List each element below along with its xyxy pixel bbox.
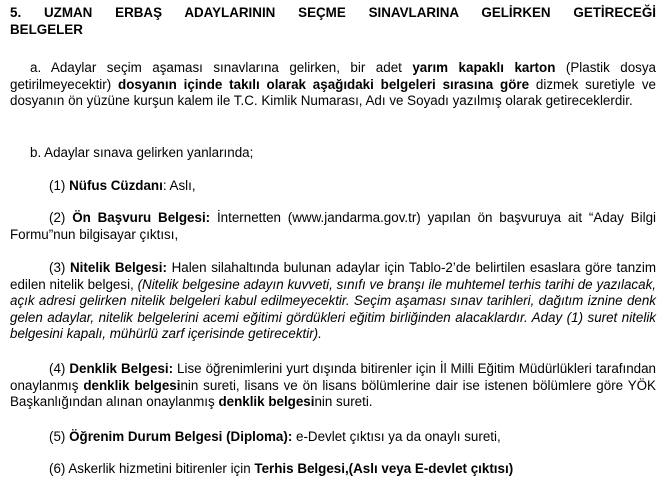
item-2-text: İnternetten (www.jandarma.gov.tr) yapılan ön başvuruya ait “Aday Bilgi Formu”nun bilgisayar çıktısı, <box>10 210 656 242</box>
item-5-text: e-Devlet çıktısı ya da onaylı sureti, <box>292 429 501 444</box>
item-4-bold-2: denklik belgesi <box>218 394 315 409</box>
item-4-title: Denklik Belgesi: <box>69 361 174 376</box>
item-3-number: (3) <box>49 260 71 275</box>
item-4-text-3: nin sureti. <box>314 394 373 409</box>
item-1-text: : Aslı, <box>162 178 196 193</box>
item-3-title: Nitelik Belgesi: <box>70 260 167 275</box>
paragraph-b <box>10 145 656 162</box>
para-a-text-2: (Plastik dosya getirilmeyecektir) <box>10 60 656 92</box>
item-4-text-2: nin sureti, lisans ve ön lisans bölümlerine dair ise istenen bölümlere göre YÖK Başkanlığından alınan onaylanmış <box>10 377 656 409</box>
item-2-number: (2) <box>49 210 73 225</box>
item-4-text-1: Lise öğrenimlerini yurt dışında bitirenler için İl Milli Eğitim Müdürlükleri tarafından onaylanmış <box>10 361 656 393</box>
list-item-1 <box>10 178 656 195</box>
list-item-2 <box>10 210 656 243</box>
item-3-italic-note: (Nitelik belgesine adayın kuvveti, sınıfı ve branşı ile muhtemel terhis tarihi de yazılacak, açık adresi gelirken nitelik belgeleri kabul edilmeyecektir. Seçim aşaması sınav tarihleri, dağıtım iznine denk gelen adaylar, nitelik belgelerini acemi eğitimi gördükleri eğitim birliğinden alacaklardır. Aday (1) suret nitelik belgesini kapalı, mühürlü zarf içerisinde getirecektir). <box>10 276 656 341</box>
heading-line-2: BELGELER <box>10 22 83 37</box>
item-5-title: Öğrenim Durum Belgesi (Diploma): <box>69 429 293 444</box>
list-item-3 <box>10 260 656 343</box>
item-4-bold-1: denklik belgesi <box>83 377 181 393</box>
section-heading <box>10 4 656 38</box>
para-a-bold-2: dosyanın içinde takılı olarak aşağıdaki belgeleri sırasına göre <box>118 76 530 92</box>
list-item-4 <box>10 361 656 411</box>
item-2-title: Ön Başvuru Belgesi: <box>72 210 211 225</box>
para-a-text-3: dizmek suretiyle ve dosyanın ön yüzüne kurşun kalem ile T.C. Kimlik Numarası, Adı ve Soyadı yazılmış olarak getireceklerdir. <box>10 76 656 108</box>
item-6-title: Terhis Belgesi,(Aslı veya E-devlet çıktısı) <box>254 461 514 476</box>
heading-line-1: 5. UZMAN ERBAŞ ADAYLARININ SEÇME SINAVLARINA GELİRKEN GETİRECEĞİ <box>10 5 656 20</box>
para-a-text-1: a. Adaylar seçim aşaması sınavlarına gelirken, bir adet <box>30 60 413 75</box>
list-item-5 <box>10 429 656 446</box>
item-1-number: (1) <box>49 178 70 193</box>
para-b-text: b. Adaylar sınava gelirken yanlarında; <box>30 145 254 160</box>
item-3-text: Halen silahaltında bulunan adaylar için Tablo-2’de belirtilen esaslara göre tanzim edilen nitelik belgesi, <box>10 260 657 292</box>
item-5-number: (5) <box>49 429 70 444</box>
list-item-6 <box>10 461 656 478</box>
item-1-title: Nüfus Cüzdanı <box>69 178 163 193</box>
item-6-number: (6) <box>49 461 69 476</box>
paragraph-a <box>10 60 656 110</box>
para-a-bold-1: yarım kapaklı karton <box>412 60 556 75</box>
item-6-text: Askerlik hizmetini bitirenler için <box>68 461 255 476</box>
item-4-number: (4) <box>49 361 70 376</box>
